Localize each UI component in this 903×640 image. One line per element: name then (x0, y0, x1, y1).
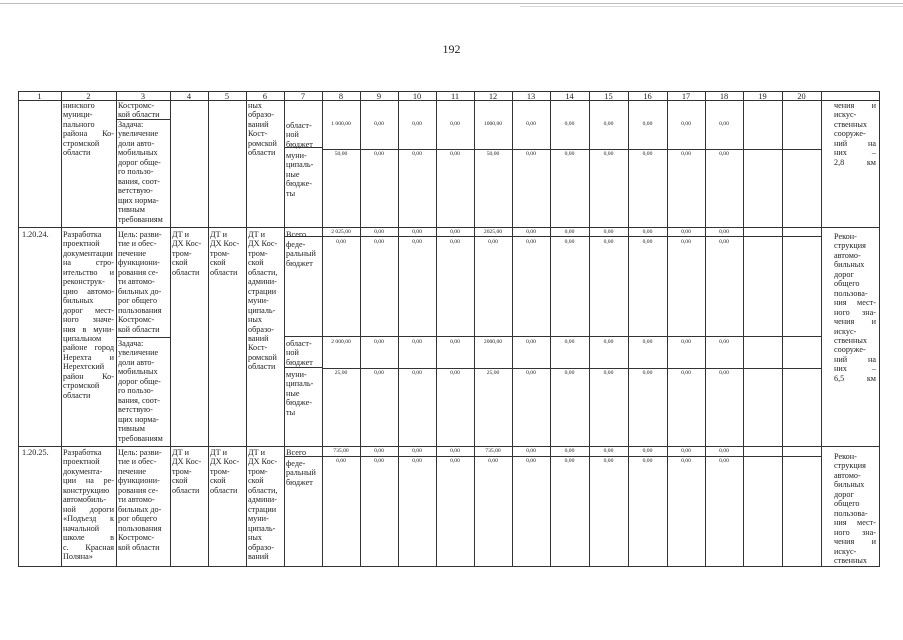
row-a-regional-budget-value: 0,00 (681, 121, 691, 127)
row-b-municipal-budget-value: 25,00 (334, 370, 348, 376)
column-border (208, 91, 209, 566)
row-b-total-value: 0,00 (374, 229, 384, 235)
row-a-regional-budget-value: 0,00 (526, 121, 536, 127)
row-b-federal-budget-label: феде- ральный бюджет (286, 240, 316, 268)
row-c-federal-budget-value: 0,00 (642, 458, 653, 464)
row-c-executors: ДТ и ДХ Кос- тром- ской области, админи- страции муни- ципаль- ных образо- ваний (248, 448, 278, 561)
row-c-federal-budget-value: 0,00 (526, 458, 536, 464)
row-b-executors: ДТ и ДХ Кос- тром- ской области, админи- страции муни- ципаль- ных образо- ваний Кост- ромской области (248, 230, 278, 372)
row-b-regional-budget-value: 0,00 (564, 339, 575, 345)
row-a-regional-budget-label: област- ной бюджет (286, 121, 313, 149)
row-a-task: Задача: увеличение доли авто- мобильных дорог обще- го пользо- вания, соот- ветствую- щих норма- тивным требованиям (118, 120, 163, 224)
row-a-result: чения и искус- ственных сооруже- ний на них – 2,8 км (834, 101, 876, 167)
row-b-regional-budget-value: 0,00 (603, 339, 614, 345)
row-c-goal: Цель: разви- тие и обес- печение функциони- рования се- ти автомо- бильных до- рог общего пользования Костромс- кой области (118, 448, 162, 552)
column-number-19: 19 (758, 92, 767, 101)
column-number-14: 14 (565, 92, 574, 101)
budget-divider (284, 456, 822, 457)
row-b-regional-budget-label: област- ной бюджет (286, 339, 313, 367)
column-border (61, 91, 62, 566)
row-a-regional-budget-value: 0,00 (450, 121, 460, 127)
row-b-total-value: 0,00 (681, 229, 691, 235)
row-b-regional-budget-value: 2000,00 (483, 339, 503, 345)
column-number-15: 15 (604, 92, 613, 101)
row-b-total-value: 0,00 (564, 229, 575, 235)
row-b-municipal-budget-value: 0,00 (603, 370, 614, 376)
column-number-7: 7 (300, 92, 306, 101)
row-b-municipal-budget-value: 0,00 (374, 370, 384, 376)
column-border (474, 91, 475, 566)
row-b-regional-budget-value: 0,00 (681, 339, 691, 345)
column-border (821, 91, 822, 566)
row-c-federal-budget-label: феде- ральный бюджет (286, 459, 316, 487)
row-b-municipal-budget-value: 0,00 (450, 370, 460, 376)
row-b-federal-budget-value: 0,00 (681, 239, 691, 245)
column-border (628, 91, 629, 566)
row-b-total-value: 0,00 (412, 229, 422, 235)
row-c-total-value: 0,00 (526, 448, 536, 454)
row-c-total-value: 0,00 (564, 448, 575, 454)
row-a-municipal-budget-value: 0,00 (719, 151, 729, 157)
row-b-regional-budget-value: 0,00 (450, 339, 460, 345)
row-a-executors: ных образо- ваний Кост- ромской области (248, 101, 277, 158)
column-number-8: 8 (338, 92, 344, 101)
row-a-municipal-budget-value: 0,00 (642, 151, 653, 157)
row-b-regional-budget-value: 2 000,00 (331, 339, 351, 345)
row-b-name: Разработка проектной документации на стро- ительство и реконструк- цию автомо- бильных дорог мест- ного значе- ния в муни- ципальном районе город Нерехта и Нерехтский район Ко- стромской области (63, 230, 114, 400)
row-c-federal-budget-value: 0,00 (374, 458, 384, 464)
row-a-municipal-budget-value: 50,00 (486, 151, 500, 157)
row-a-municipal-budget-value: 0,00 (603, 151, 614, 157)
row-b-federal-budget-value: 0,00 (603, 239, 614, 245)
row-c-responsible-1: ДТ и ДХ Кос- тром- ской области (172, 448, 202, 495)
row-b-municipal-budget-value: 0,00 (681, 370, 691, 376)
row-divider (18, 227, 880, 228)
row-c-federal-budget-value: 0,00 (564, 458, 575, 464)
row-b-municipal-budget-value: 0,00 (412, 370, 422, 376)
row-b-federal-budget-value: 0,00 (642, 239, 653, 245)
row-a-municipal-budget-label: муни- ципаль- ные бюдже- ты (286, 151, 314, 198)
row-b-municipal-budget-value: 25,00 (486, 370, 500, 376)
row-b-result: Рекон- струкция автомо- бильных дорог общего пользова- ния мест- ного зна- чения и искус- ственных сооруже- ний на них – 6,5 км (834, 232, 876, 383)
row-c-total-value: 0,00 (719, 448, 729, 454)
column-border (116, 91, 117, 566)
row-b-municipal-budget-value: 0,00 (642, 370, 653, 376)
column-border (436, 91, 437, 566)
row-b-total-value: 0,00 (642, 229, 653, 235)
row-c-total-value: 0,00 (681, 448, 691, 454)
column-border (18, 91, 19, 566)
row-b-goal: Цель: разви- тие и обес- печение функциони- рования се- ти автомо- бильных до- рог общего пользования Костромс- кой области (118, 230, 162, 334)
row-c-federal-budget-value: 0,00 (719, 458, 729, 464)
row-b-responsible-1: ДТ и ДХ Кос- тром- ской области (172, 230, 202, 277)
row-a-municipal-budget-value: 0,00 (450, 151, 460, 157)
column-number-5: 5 (224, 92, 230, 101)
column-border (879, 91, 880, 566)
row-b-total-value: 0,00 (450, 229, 460, 235)
row-b-municipal-budget-value: 0,00 (719, 370, 729, 376)
row-a-regional-budget-value: 0,00 (642, 121, 653, 127)
column-number-16: 16 (643, 92, 652, 101)
column-border (284, 91, 285, 566)
row-b-regional-budget-value: 0,00 (526, 339, 536, 345)
row-b-total-value: 2 025,00 (331, 229, 351, 235)
row-b-total-value: 0,00 (603, 229, 614, 235)
table-bottom-border (18, 566, 880, 567)
row-c-total-value: 0,00 (450, 448, 460, 454)
budget-divider (284, 236, 822, 237)
row-c-federal-budget-value: 0,00 (681, 458, 691, 464)
row-c-total-label: Всего (286, 448, 307, 457)
row-c-federal-budget-value: 0,00 (603, 458, 614, 464)
budget-divider (322, 368, 822, 369)
row-b-federal-budget-value: 0,00 (488, 239, 498, 245)
row-c-total-value: 735,00 (485, 448, 501, 454)
row-a-regional-budget-value: 0,00 (564, 121, 575, 127)
budget-divider (284, 336, 822, 337)
row-b-regional-budget-value: 0,00 (642, 339, 653, 345)
column-number-13: 13 (526, 92, 536, 101)
row-a-municipal-budget-value: 0,00 (564, 151, 575, 157)
page-number: 192 (442, 42, 461, 56)
column-border (246, 91, 247, 566)
row-a-regional-budget-value: 0,00 (719, 121, 729, 127)
row-a-municipal-budget-value: 0,00 (526, 151, 536, 157)
row-a-municipal-budget-value: 50,00 (334, 151, 348, 157)
budget-divider (322, 149, 822, 150)
row-b-total-label: Всего (286, 230, 307, 239)
column-border (705, 91, 706, 566)
row-b-task: Задача: увеличение доли авто- мобильных дорог обще- го пользо- вания, соот- ветствую- щих норма- тивным требованиям (118, 339, 163, 443)
row-c-federal-budget-value: 0,00 (488, 458, 498, 464)
row-b-total-value: 2025,00 (483, 229, 503, 235)
column-number-20: 20 (797, 92, 806, 101)
column-number-6: 6 (262, 92, 268, 101)
column-number-2: 2 (86, 92, 91, 101)
row-c-federal-budget-value: 0,00 (450, 458, 460, 464)
row-c-name: Разработка проектной документа- ции на ре- конструкцию автомобиль- ной дороги «Подъезд к начальной школе в с. Красная Поляна» (63, 448, 114, 561)
column-border (743, 91, 744, 566)
row-a-municipal-budget-value: 0,00 (374, 151, 384, 157)
column-number-9: 9 (376, 92, 382, 101)
row-a-name: нинского муници- пального района Ко- стромской области (63, 101, 114, 158)
column-number-10: 10 (412, 92, 422, 101)
row-a-regional-budget-value: 1000,00 (483, 121, 503, 127)
row-b-total-value: 0,00 (526, 229, 536, 235)
row-c-number: 1.20.25. (22, 448, 49, 457)
column-border (782, 91, 783, 566)
row-b-municipal-budget-label: муни- ципаль- ные бюдже- ты (286, 370, 314, 417)
row-c-total-value: 0,00 (374, 448, 384, 454)
row-b-federal-budget-value: 0,00 (412, 239, 422, 245)
row-b-regional-budget-value: 0,00 (719, 339, 729, 345)
row-a-regional-budget-value: 0,00 (374, 121, 384, 127)
column-border (512, 91, 513, 566)
row-b-federal-budget-value: 0,00 (719, 239, 729, 245)
column-border (589, 91, 590, 566)
row-c-total-value: 0,00 (603, 448, 614, 454)
row-b-federal-budget-value: 0,00 (564, 239, 575, 245)
row-b-federal-budget-value: 0,00 (374, 239, 384, 245)
row-b-municipal-budget-value: 0,00 (564, 370, 575, 376)
row-a-regional-budget-value: 0,00 (412, 121, 422, 127)
row-a-regional-budget-value: 0,00 (603, 121, 614, 127)
row-a-municipal-budget-value: 0,00 (412, 151, 422, 157)
column-number-4: 4 (186, 92, 192, 101)
row-c-federal-budget-value: 0,00 (336, 458, 346, 464)
row-a-municipal-budget-value: 0,00 (681, 151, 691, 157)
column-border (360, 91, 361, 566)
row-b-federal-budget-value: 0,00 (450, 239, 460, 245)
row-b-regional-budget-value: 0,00 (412, 339, 422, 345)
column-number-3: 3 (140, 92, 146, 101)
row-b-total-value: 0,00 (719, 229, 729, 235)
column-border (667, 91, 668, 566)
row-a-goal-tail: Костромс- кой области (118, 101, 160, 120)
scan-top-line (0, 3, 903, 4)
column-border (398, 91, 399, 566)
row-c-total-value: 735,00 (333, 448, 349, 454)
row-b-regional-budget-value: 0,00 (374, 339, 384, 345)
column-number-12: 12 (488, 92, 498, 101)
row-a-regional-budget-value: 1 000,00 (331, 121, 351, 127)
row-b-federal-budget-value: 0,00 (336, 239, 346, 245)
row-c-result: Рекон- струкция автомо- бильных дорог общего пользова- ния мест- ного зна- чения и искус- ственных (834, 452, 876, 565)
row-b-responsible-2: ДТ и ДХ Кос- тром- ской области (210, 230, 240, 277)
column-border (322, 91, 323, 566)
row-b-number: 1.20.24. (22, 230, 49, 239)
row-b-federal-budget-value: 0,00 (526, 239, 536, 245)
row-c-total-value: 0,00 (642, 448, 653, 454)
column-border (170, 91, 171, 566)
column-number-18: 18 (719, 92, 729, 101)
row-c-federal-budget-value: 0,00 (412, 458, 422, 464)
column-number-17: 17 (681, 92, 691, 101)
row-b-municipal-budget-value: 0,00 (526, 370, 536, 376)
column-number-11: 11 (450, 92, 460, 101)
row-c-total-value: 0,00 (412, 448, 422, 454)
row-divider (18, 446, 880, 447)
column-number-1: 1 (37, 92, 42, 101)
column-border (550, 91, 551, 566)
scan-top-line-secondary (520, 6, 903, 7)
goal-task-divider (116, 337, 171, 338)
row-c-responsible-2: ДТ и ДХ Кос- тром- ской области (210, 448, 240, 495)
